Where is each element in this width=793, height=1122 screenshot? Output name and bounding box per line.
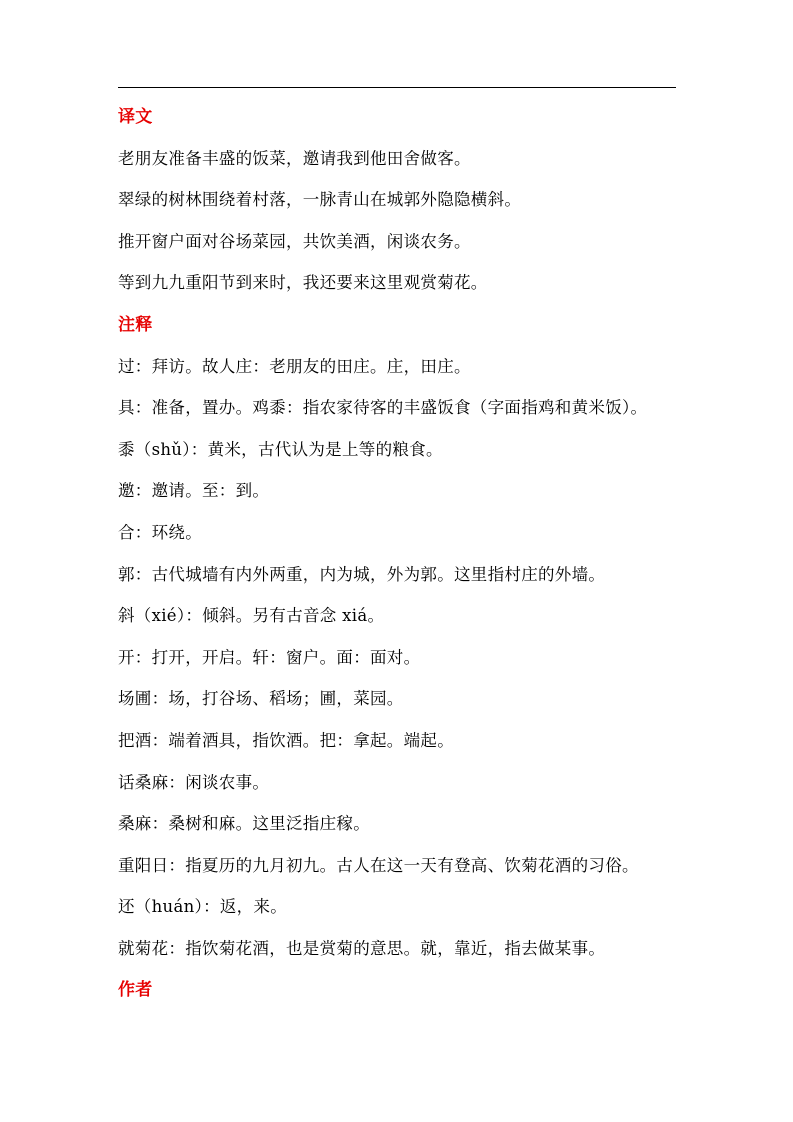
note-line: 具：准备，置办。鸡黍：指农家待客的丰盛饭食（字面指鸡和黄米饭）。 [118, 398, 648, 418]
note-line: 开：打开，开启。轩：窗户。面：面对。 [118, 647, 421, 667]
translation-heading: 译文 [118, 107, 153, 127]
note-line: 场圃：场，打谷场、稻场；圃，菜园。 [118, 689, 404, 709]
note-line: 就菊花：指饮菊花酒，也是赏菊的意思。就，靠近，指去做某事。 [118, 938, 606, 958]
note-line: 邀：邀请。至：到。 [118, 481, 270, 501]
translation-line: 等到九九重阳节到来时，我还要来这里观赏菊花。 [118, 273, 488, 293]
note-line: 过：拜访。故人庄：老朋友的田庄。庄，田庄。 [118, 356, 471, 376]
note-line: 把酒：端着酒具，指饮酒。把：拿起。端起。 [118, 730, 454, 750]
note-line: 合：环绕。 [118, 522, 202, 542]
translation-line: 老朋友准备丰盛的饭菜，邀请我到他田舍做客。 [118, 148, 471, 168]
translation-line: 翠绿的树林围绕着村落，一脉青山在城郭外隐隐横斜。 [118, 190, 522, 210]
note-line: 桑麻：桑树和麻。这里泛指庄稼。 [118, 814, 370, 834]
author-heading: 作者 [118, 980, 153, 1001]
notes-heading: 注释 [118, 314, 153, 335]
header-rule [118, 87, 676, 88]
translation-line: 推开窗户面对谷场菜园，共饮美酒，闲谈农务。 [118, 231, 471, 251]
page-content [118, 103, 688, 1018]
note-line: 还（huán）：返，来。 [118, 897, 288, 917]
note-line: 重阳日：指夏历的九月初九。古人在这一天有登高、饮菊花酒的习俗。 [118, 855, 639, 875]
note-line: 斜（xié）：倾斜。另有古音念 xiá。 [118, 606, 385, 626]
note-line: 黍（shǔ）：黄米，古代认为是上等的粮食。 [118, 439, 443, 459]
note-line: 郭：古代城墙有内外两重，内为城，外为郭。这里指村庄的外墙。 [118, 564, 606, 584]
note-line: 话桑麻：闲谈农事。 [118, 772, 270, 792]
